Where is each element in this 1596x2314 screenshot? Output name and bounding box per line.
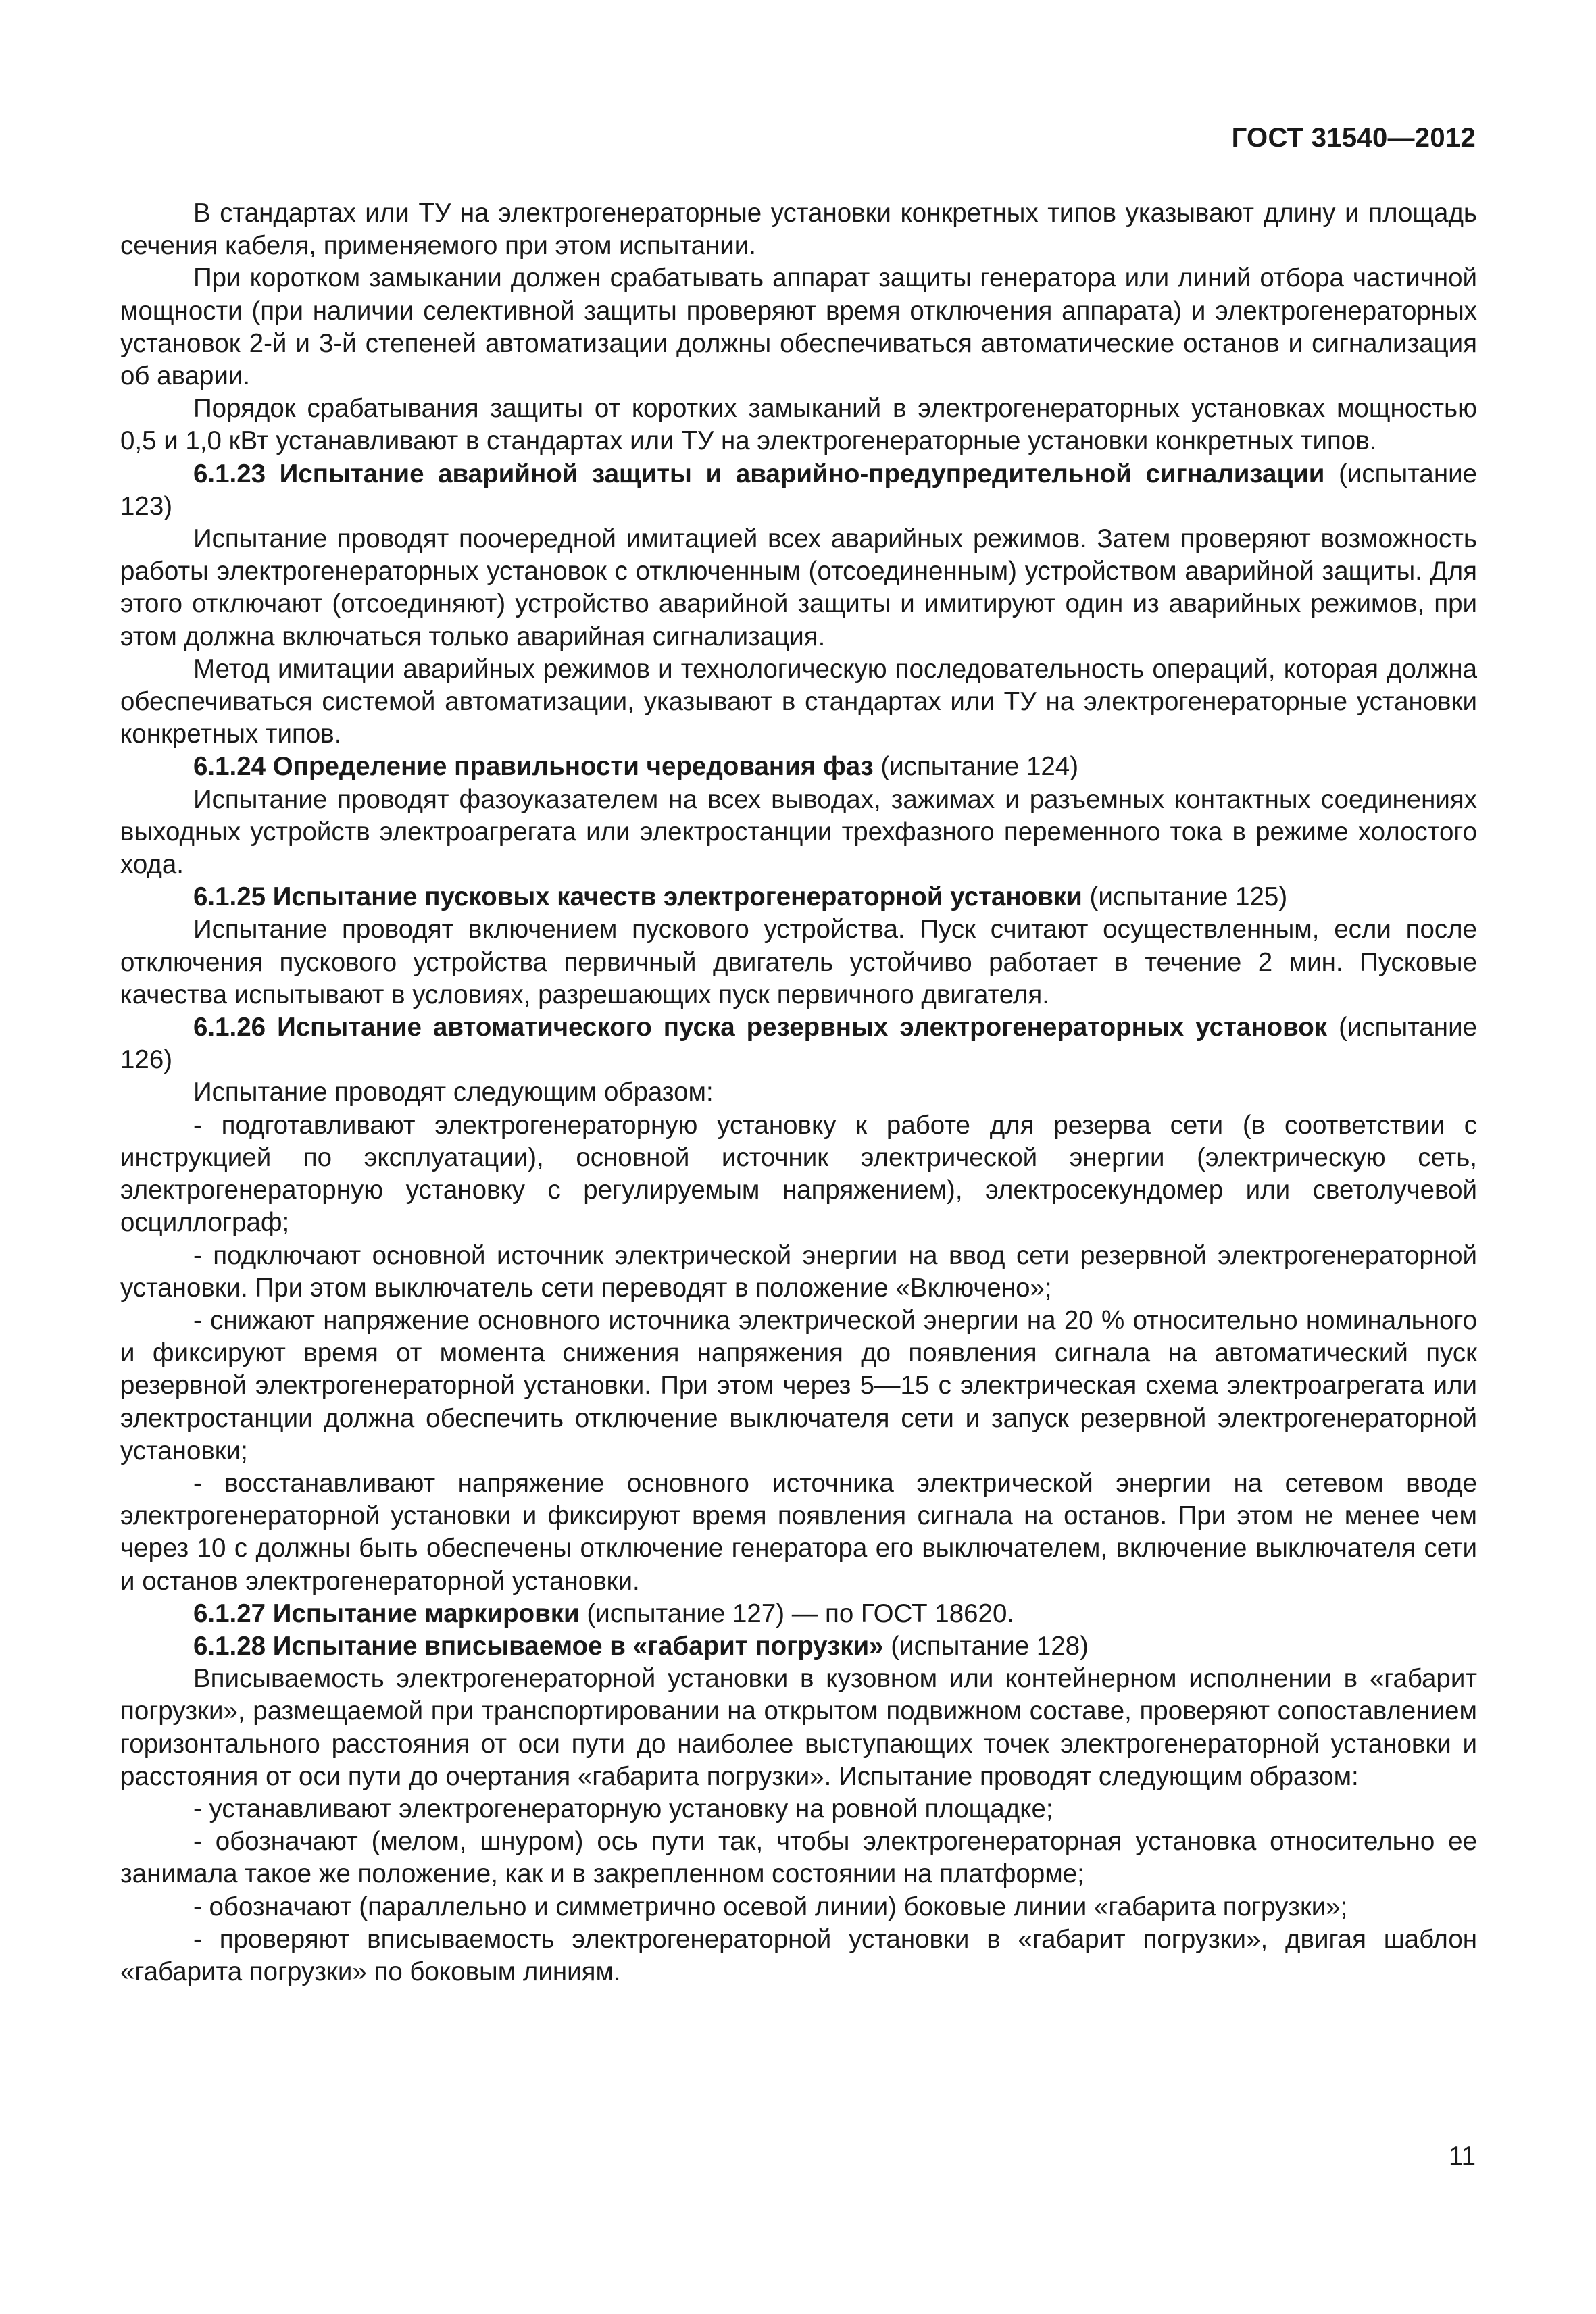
paragraph-text: Метод имитации аварийных режимов и технологическую последовательность операций, которая должна обеспечиваться системой автоматизации, указывают в стандартах или ТУ на электрогенераторные установки конкретных типов. bbox=[120, 654, 1477, 749]
section-heading: 6.1.23 Испытание аварийной защиты и аварийно-предупредительной сигнализации bbox=[193, 459, 1325, 488]
section-paragraph bbox=[120, 1011, 1477, 1076]
paragraph-text: Испытание проводят следующим образом: bbox=[193, 1078, 714, 1107]
body-paragraph bbox=[120, 197, 1477, 262]
page-number: 11 bbox=[1449, 2142, 1476, 2171]
body-paragraph bbox=[120, 1923, 1477, 1988]
document-body bbox=[120, 197, 1477, 1988]
body-paragraph bbox=[120, 1793, 1477, 1826]
paragraph-text: (испытание 125) bbox=[1082, 882, 1288, 912]
paragraph-text: (испытание 127) — по ГОСТ 18620. bbox=[579, 1599, 1015, 1628]
section-heading: 6.1.27 Испытание маркировки bbox=[193, 1599, 580, 1628]
paragraph-text: - устанавливают электрогенераторную установку на ровной площадке; bbox=[193, 1794, 1053, 1823]
paragraph-text: - обозначают (параллельно и симметрично осевой линии) боковые линии «габарита погрузки»; bbox=[193, 1892, 1348, 1921]
body-paragraph bbox=[120, 1305, 1477, 1467]
paragraph-text: - проверяют вписываемость электрогенераторной установки в «габарит погрузки», двигая шаблон «габарита погрузки» по боковым линиям. bbox=[120, 1924, 1477, 1986]
body-paragraph bbox=[120, 1663, 1477, 1793]
paragraph-text: - подготавливают электрогенераторную установку к работе для резерва сети (в соответствии с инструкцией по эксплуатации), основной источник электрической энергии (электрическую сеть, электрогенераторную установку с регулируемым напряжением), электросекундомер или светолучевой осциллограф; bbox=[120, 1110, 1477, 1238]
paragraph-text: - обозначают (мелом, шнуром) ось пути так, чтобы электрогенераторная установка относительно ее занимала такое же положение, как и в закрепленном состоянии на платформе; bbox=[120, 1827, 1477, 1889]
paragraph-text: (испытание 126) bbox=[120, 1013, 1477, 1075]
paragraph-text: Испытание проводят поочередной имитацией всех аварийных режимов. Затем проверяют возможность работы электрогенераторных установок с отключенным (отсоединенным) устройством аварийной защиты. Для этого отключают (отсоединяют) устройство аварийной защиты и имитируют один из аварийных режимов, при этом должна включаться только аварийная сигнализация. bbox=[120, 524, 1477, 651]
body-paragraph bbox=[120, 1467, 1477, 1598]
section-paragraph bbox=[120, 881, 1477, 913]
paragraph-text: - восстанавливают напряжение основного источника электрической энергии на сетевом вводе электрогенераторной установки и фиксируют время появления сигнала на останов. При этом не менее чем через 10 с должны быть обеспечены отключение генератора его выключателем, включение выключателя сети и останов электрогенераторной установки. bbox=[120, 1468, 1477, 1596]
paragraph-text: - снижают напряжение основного источника электрической энергии на 20 % относительно номинального и фиксируют время от момента снижения напряжения до появления сигнала на автоматический пуск резервной электрогенераторной установки. При этом через 5—15 с электрическая схема электроагрегата или электростанции должна обеспечить отключение выключателя сети и запуск резервной электрогенераторной установки; bbox=[120, 1305, 1477, 1465]
paragraph-text: (испытание 128) bbox=[883, 1631, 1089, 1661]
body-paragraph bbox=[120, 1826, 1477, 1890]
paragraph-text: При коротком замыкании должен срабатывать аппарат защиты генератора или линий отбора частичной мощности (при наличии селективной защиты проверяют время отключения аппарата) и электрогенераторных установок 2-й и 3-й степеней автоматизации должны обеспечиваться автоматические останов и сигнализация об аварии. bbox=[120, 263, 1477, 391]
section-paragraph bbox=[120, 458, 1477, 523]
section-heading: 6.1.26 Испытание автоматического пуска резервных электрогенераторных установок bbox=[193, 1013, 1328, 1042]
body-paragraph bbox=[120, 784, 1477, 882]
section-paragraph bbox=[120, 1630, 1477, 1663]
body-paragraph bbox=[120, 653, 1477, 751]
section-paragraph bbox=[120, 751, 1477, 783]
paragraph-text: Испытание проводят включением пускового устройства. Пуск считают осуществленным, если после отключения пускового устройства первичный двигатель устойчиво работает в течение 2 мин. Пусковые качества испытывают в условиях, разрешающих пуск первичного двигателя. bbox=[120, 915, 1477, 1009]
paragraph-text: - подключают основной источник электрической энергии на ввод сети резервной электрогенераторной установки. При этом выключатель сети переводят в положение «Включено»; bbox=[120, 1240, 1477, 1303]
section-heading: 6.1.25 Испытание пусковых качеств электрогенераторной установки bbox=[193, 882, 1082, 912]
document-header: ГОСТ 31540—2012 bbox=[1231, 123, 1476, 153]
section-heading: 6.1.24 Определение правильности чередования фаз bbox=[193, 752, 874, 782]
paragraph-text: Порядок срабатывания защиты от коротких замыканий в электрогенераторных установках мощностью 0,5 и 1,0 кВт устанавливают в стандартах или ТУ на электрогенераторные установки конкретных типов. bbox=[120, 394, 1477, 456]
paragraph-text: Вписываемость электрогенераторной установки в кузовном или контейнерном исполнении в «габарит погрузки», размещаемой при транспортировании на открытом подвижном составе, проверяют сопоставлением горизонтального расстояния от оси пути до наиболее выступающих точек электрогенераторной установки и расстояния от оси пути до очертания «габарита погрузки». Испытание проводят следующим образом: bbox=[120, 1664, 1477, 1791]
body-paragraph bbox=[120, 1891, 1477, 1923]
body-paragraph bbox=[120, 523, 1477, 653]
paragraph-text: (испытание 124) bbox=[873, 752, 1079, 782]
section-heading: 6.1.28 Испытание вписываемое в «габарит погрузки» bbox=[193, 1631, 884, 1661]
body-paragraph bbox=[120, 1240, 1477, 1305]
body-paragraph bbox=[120, 262, 1477, 393]
body-paragraph bbox=[120, 913, 1477, 1011]
section-paragraph bbox=[120, 1598, 1477, 1630]
paragraph-text: В стандартах или ТУ на электрогенераторные установки конкретных типов указывают длину и площадь сечения кабеля, применяемого при этом испытании. bbox=[120, 199, 1477, 261]
body-paragraph bbox=[120, 1109, 1477, 1240]
paragraph-text: (испытание 123) bbox=[120, 459, 1477, 521]
body-paragraph bbox=[120, 1076, 1477, 1109]
paragraph-text: Испытание проводят фазоуказателем на всех выводах, зажимах и разъемных контактных соединениях выходных устройств электроагрегата или электростанции трехфазного переменного тока в режиме холостого хода. bbox=[120, 784, 1477, 880]
body-paragraph bbox=[120, 393, 1477, 457]
